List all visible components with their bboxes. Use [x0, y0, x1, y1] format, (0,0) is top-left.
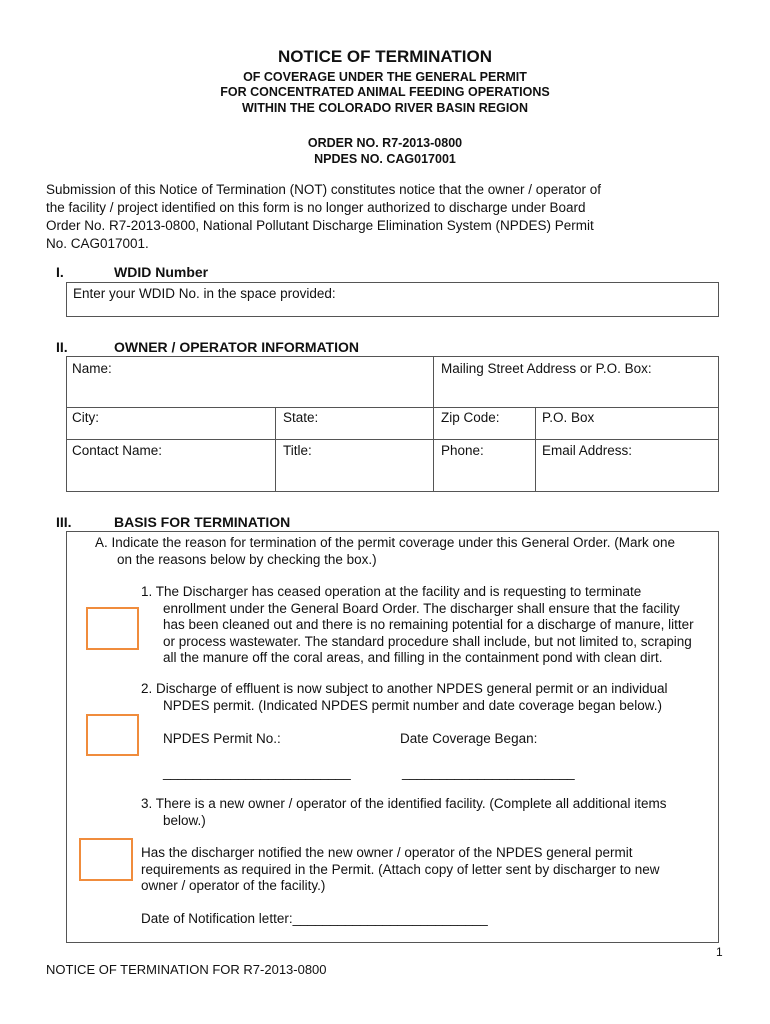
instruction-line: on the reasons below by checking the box.) [117, 551, 377, 567]
date-notification-field[interactable]: Date of Notification letter:__________________________ [141, 911, 488, 926]
reason-3-checkbox[interactable] [79, 838, 133, 881]
zip-code-field[interactable]: Zip Code: [441, 410, 500, 425]
npdes-number: NPDES NO. CAG017001 [314, 152, 456, 166]
intro-line: No. CAG017001. [46, 236, 149, 251]
instruction-a [95, 535, 715, 568]
reason-3-text [141, 796, 719, 829]
notification-line: owner / operator of the facility.) [141, 878, 326, 893]
instruction-line: A. Indicate the reason for termination of the permit coverage under this General Order. (Mark one [95, 535, 676, 550]
reason-line: all the manure off the coral areas, and filling in the containment pond with clean dirt. [163, 650, 663, 665]
reason-line: NPDES permit. (Indicated NPDES permit number and date coverage began below.) [163, 697, 663, 713]
table-divider [275, 407, 276, 492]
notification-line: requirements as required in the Permit. (Attach copy of letter sent by discharger to new [141, 861, 660, 877]
table-divider [535, 407, 536, 492]
reason-line: below.) [163, 812, 206, 828]
date-coverage-label: Date Coverage Began: [400, 731, 538, 746]
wdid-field-label: Enter your WDID No. in the space provided: [73, 286, 336, 301]
section-2-title: OWNER / OPERATOR INFORMATION [114, 339, 359, 355]
intro-paragraph [46, 181, 736, 253]
intro-line: the facility / project identified on this form is no longer authorized to discharge under Board [46, 200, 586, 215]
city-field[interactable]: City: [72, 410, 99, 425]
section-2-number: II. [56, 339, 68, 355]
state-field[interactable]: State: [283, 410, 319, 425]
reason-1-text [141, 584, 719, 667]
reason-line: 1. The Discharger has ceased operation at the facility and is requesting to terminate [141, 584, 642, 599]
section-1-number: I. [56, 264, 64, 280]
table-divider [66, 439, 719, 440]
section-1-title: WDID Number [114, 264, 209, 280]
npdes-permit-label: NPDES Permit No.: [163, 731, 281, 746]
table-divider [433, 356, 434, 492]
subtitle-line-3: WITHIN THE COLORADO RIVER BASIN REGION [241, 101, 529, 115]
section-3-number: III. [56, 514, 72, 530]
intro-line: Submission of this Notice of Termination (NOT) constitutes notice that the owner / operator of [46, 182, 602, 197]
reason-line: 2. Discharge of effluent is now subject to another NPDES general permit or an individual [141, 681, 668, 696]
contact-name-field[interactable]: Contact Name: [72, 443, 163, 458]
reason-line: has been cleaned out and there is no remaining potential for a discharge of manure, litter [163, 617, 694, 632]
notification-question [141, 845, 719, 895]
reason-2-text [141, 681, 719, 714]
wdid-field[interactable] [66, 282, 719, 317]
notification-line: Has the discharger notified the new owner / operator of the NPDES general permit [141, 845, 633, 860]
po-box-field[interactable]: P.O. Box [542, 410, 595, 425]
reason-1-checkbox[interactable] [86, 607, 139, 650]
mailing-address-field[interactable]: Mailing Street Address or P.O. Box: [441, 361, 652, 376]
page-title: NOTICE OF TERMINATION [277, 47, 493, 66]
title-field[interactable]: Title: [283, 443, 312, 458]
reason-line: or process wastewater. The standard procedure shall include, but not limited to, scraping [163, 633, 692, 649]
reason-line: enrollment under the General Board Order. The discharger shall ensure that the facility [163, 600, 680, 616]
owner-operator-table [66, 356, 719, 492]
footer-text: NOTICE OF TERMINATION FOR R7-2013-0800 [46, 962, 327, 977]
email-address-field[interactable]: Email Address: [542, 443, 633, 458]
section-3-title: BASIS FOR TERMINATION [114, 514, 291, 530]
order-number: ORDER NO. R7-2013-0800 [307, 136, 463, 150]
date-coverage-input[interactable]: _______________________ [402, 765, 575, 780]
subtitle-line-2: FOR CONCENTRATED ANIMAL FEEDING OPERATIONS [220, 85, 550, 99]
subtitle-line-1: OF COVERAGE UNDER THE GENERAL PERMIT [243, 70, 527, 84]
table-divider [66, 407, 719, 408]
npdes-permit-input[interactable]: _________________________ [163, 765, 351, 780]
page-number: 1 [716, 945, 723, 959]
reason-2-checkbox[interactable] [86, 714, 139, 756]
name-field[interactable]: Name: [72, 361, 112, 376]
reason-line: 3. There is a new owner / operator of the identified facility. (Complete all additional items [141, 796, 667, 811]
phone-field[interactable]: Phone: [441, 443, 484, 458]
intro-line: Order No. R7-2013-0800, National Pollutant Discharge Elimination System (NPDES) Permit [46, 218, 594, 233]
